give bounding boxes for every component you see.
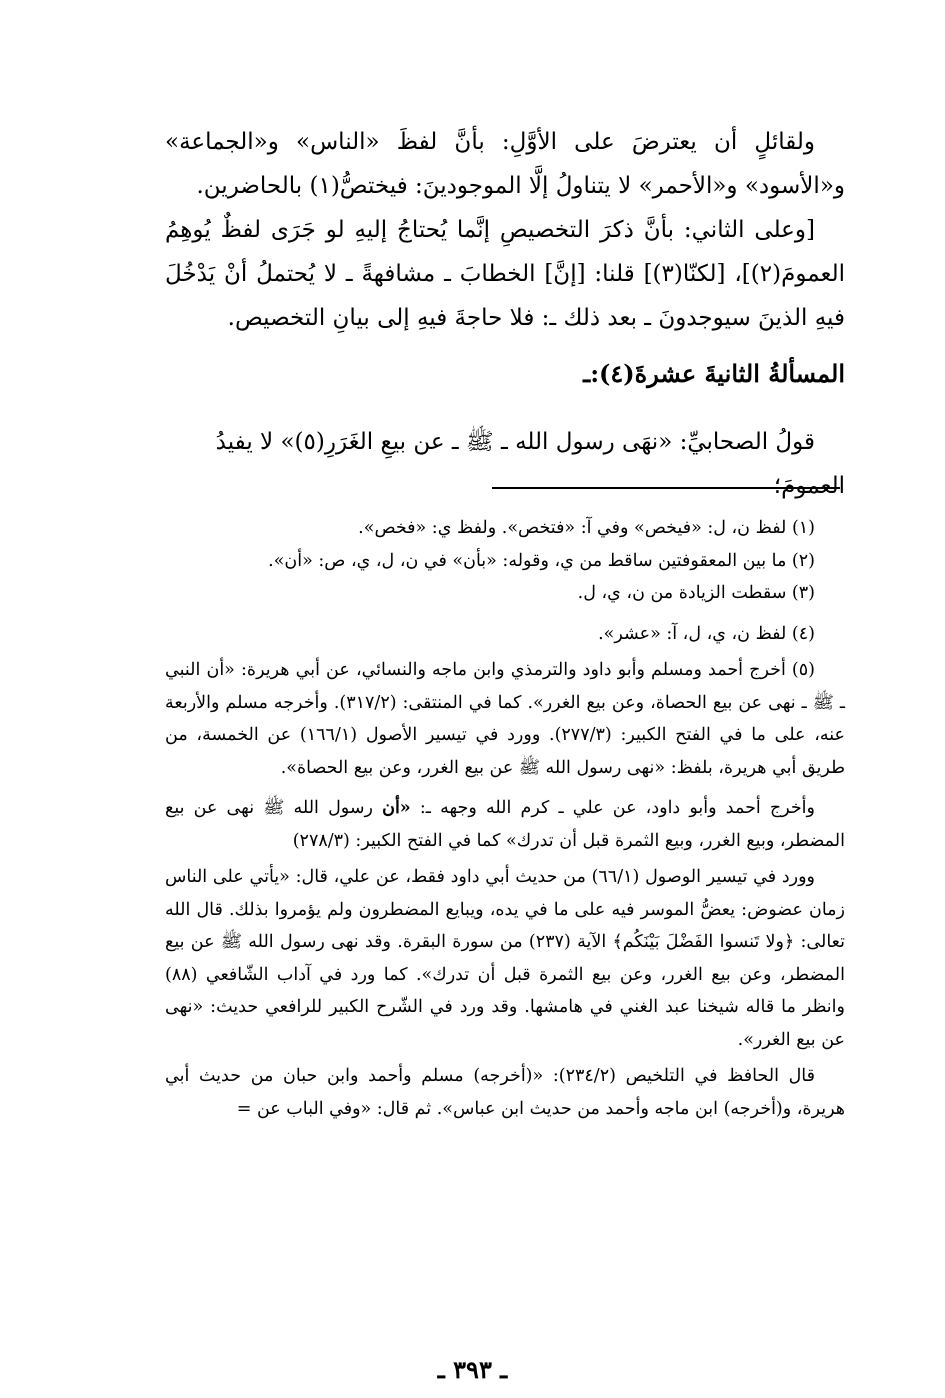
footnote-5-p2-bold: «أن xyxy=(382,798,411,818)
footnote-5-paragraph-2 xyxy=(165,792,845,857)
main-paragraph-2: [وعلى الثاني: بأنَّ ذكرَ التخصيصِ إنَّما يُحتاجُ إليهِ لو جَرَى لفظٌ يُوهِمُ العمومَ(٢)]، [لكنّا(٣)] قلنا: [إنَّ] الخطابَ ـ مشافهةً ـ لا يُحتملُ أنْ يَدْخُلَ فيهِ الذينَ سيوجدونَ ـ بعد ذلك ـ: فلا حاجةَ فيهِ إلى بيانِ التخصيص. xyxy=(165,217,845,331)
section-heading: المسألةُ الثانيةَ عشرةَ(٤):ـ xyxy=(583,359,845,388)
footnote-5-paragraph-4: قال الحافظ في التلخيص (٢٣٤/٢): «(أخرجه) مسلم وأحمد وابن حبان من حديث أبي هريرة، و(أخرجه) ابن ماجه وأحمد من حديث ابن عباس». ثم قال: «وفي الباب عن = xyxy=(165,1066,845,1119)
footnote-2: (٢) ما بين المعقوفتين ساقط من ي، وقوله: «بأن» في ن، ل، ي، ص: «أن». xyxy=(268,550,815,571)
main-text xyxy=(165,120,845,340)
footnote-5-p2-start: وأخرج أحمد وأبو داود، عن علي ـ كرم الله وجهه ـ: xyxy=(410,798,815,818)
footnote-divider xyxy=(492,487,840,489)
footnote-5: (٥) أخرج أحمد ومسلم وأبو داود والترمذي وابن ماجه والنسائي، عن أبي هريرة: «أن النبي ـ ﷺ ـ نهى عن بيع الحصاة، وعن بيع الغرر». كما في المنتقى: (٣١٧/٢). وأخرجه مسلم والأربعة عنه، على ما في الفتح الكبير: (٢٧٧/٣). وورد في تيسير الأصول (١٦٦/١) عن الخمسة، من طريق أبي هريرة، بلفظ: «نهى رسول الله ﷺ عن بيع الغرر، وعن بيع الحصاة». xyxy=(165,660,845,778)
page-number: ـ ٣٩٣ ـ xyxy=(437,1355,508,1384)
footnote-5-paragraph-3: وورد في تيسير الوصول (٦٦/١) من حديث أبي داود فقط، عن علي، قال: «يأتي على الناس زمان عضوض: يعضُّ الموسر فيه على ما في يده، ويبايع المضطرون ولم يؤمروا بذلك. قال الله تعالى: ﴿ولا تَنسوا الفَضْلَ بَيْنَكُم﴾ الآية (٢٣٧) من سورة البقرة. وقد نهى رسول الله ﷺ عن بيع المضطر، وعن بيع الغرر، وعن بيع الثمرة قبل أن تدرك». كما ورد في آداب الشّافعي (٨٨) وانظر ما قاله شيخنا عبد الغني في هامشها. وقد ورد في الشّرح الكبير للرافعي حديث: «نهى عن بيع الغرر». xyxy=(165,867,845,1050)
footnote-1: (١) لفظ ن، ل: «فيخص» وفي آ: «فتخص». ولفظ ي: «فخص». xyxy=(358,518,815,538)
hadith-quote: قولُ الصحابيِّ: «نهَى رسول الله ـ ﷺ ـ عن بيعِ الغَرَرِ(٥)» لا يفيدُ العمومَ؛ xyxy=(215,429,845,499)
footnotes xyxy=(165,512,845,1129)
footnote-4: (٤) لفظ ن، ي، ل، آ: «عشر». xyxy=(598,623,815,644)
footnote-5-p2-end: رسول الله ﷺ نهى عن بيع المضطر، وبيع الغرر، وبيع الثمرة قبل أن تدرك» كما في الفتح الكبير: (٢٧٨/٣) xyxy=(165,798,845,851)
footnote-3: (٣) سقطت الزيادة من ن، ي، ل. xyxy=(577,583,815,603)
main-paragraph-1: ولقائلٍ أن يعترضَ على الأوَّلِ: بأنَّ لفظَ «الناس» و«الجماعة» و«الأسود» و«الأحمر» لا يتناولُ إلَّا الموجودينَ: فيختصُّ(١) بالحاضرين. xyxy=(165,129,845,199)
